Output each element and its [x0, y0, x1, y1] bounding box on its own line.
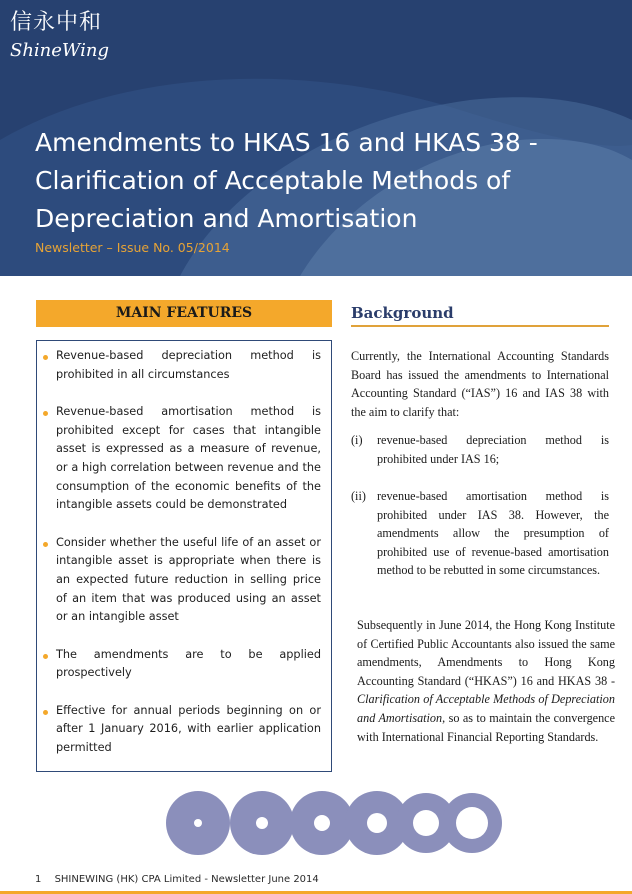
title-line: Depreciation and Amortisation: [35, 204, 418, 233]
feature-text: Effective for annual periods beginning on or after 1 January 2016, with earlier application permitted: [56, 703, 321, 754]
logo-english-text: ShineWing: [10, 40, 109, 61]
list-text: revenue-based amortisation method is prohibited under IAS 38. However, the amendments allow the presumption of prohibited use of revenue-based amortisation method to be rebutted in some circumstances.: [377, 489, 609, 578]
paragraph-text: , so as to maintain the convergence with International Financial Reporting Standards.: [357, 710, 615, 744]
issue-number: Newsletter – Issue No. 05/2014: [35, 240, 230, 255]
decorative-circle-dot: [194, 819, 202, 827]
main-features-box: [36, 340, 332, 772]
main-features-heading: MAIN FEATURES: [36, 300, 332, 327]
background-list-item: [351, 487, 609, 580]
feature-item: [56, 646, 321, 683]
header-banner: [0, 0, 632, 276]
bullet-icon: [43, 355, 48, 360]
feature-text: Revenue-based amortisation method is prohibited except for cases that intangible asset is expressed as a measure of revenue, or a high correlation between revenue and the consumption of the economic benefits of the intangible assets could be demonstrated: [56, 404, 321, 512]
paragraph-text: Subsequently in June 2014, the Hong Kong Institute of Certified Public Accountants also issued the same amendments, Amendments to Hong Kong Accounting Standard (“HKAS”) 16 and HKAS 38 -: [357, 618, 615, 688]
decorative-circle-dot: [367, 813, 387, 833]
feature-text: Consider whether the useful life of an asset or intangible asset is appropriate when there is an expected future reduction in selling price of an item that was produced using an asset or an intangible asset: [56, 535, 321, 624]
feature-text: The amendments are to be applied prospectively: [56, 647, 321, 680]
list-text: revenue-based depreciation method is prohibited under IAS 16;: [377, 433, 609, 466]
feature-item: [56, 403, 321, 515]
decorative-circle-dot: [314, 815, 330, 831]
list-number: (i): [351, 433, 363, 447]
background-intro: Currently, the International Accounting Standards Board has issued the amendments to International Accounting Standard (“IAS”) 16 and IAS 38 with the aim to clarify that:: [351, 349, 609, 419]
standard-title-italic: Clarification of Acceptable Methods of Depreciation and Amortisation: [357, 692, 615, 725]
newsletter-title: [35, 124, 615, 238]
heading-underline: [351, 325, 609, 327]
bullet-icon: [43, 542, 48, 547]
decorative-circle-dot: [413, 810, 439, 836]
bullet-icon: [43, 710, 48, 715]
feature-item: [56, 702, 321, 758]
list-number: (ii): [351, 489, 366, 503]
background-heading: Background: [351, 304, 454, 322]
background-paragraph: [357, 616, 615, 746]
decorative-circle-dot: [256, 817, 268, 829]
background-list-item: [351, 431, 609, 468]
bullet-icon: [43, 411, 48, 416]
bullet-icon: [43, 654, 48, 659]
title-line: Amendments to HKAS 16 and HKAS 38 -: [35, 128, 538, 157]
title-line: Clarification of Acceptable Methods of: [35, 166, 511, 195]
shinewing-logo: [10, 10, 112, 72]
footer-text: SHINEWING (HK) CPA Limited - Newsletter June 2014: [54, 874, 319, 885]
logo-chinese-text: 信永中和: [10, 10, 103, 35]
decorative-circle-dot: [456, 807, 488, 839]
feature-item: [56, 347, 321, 384]
feature-text: Revenue-based depreciation method is prohibited in all circumstances: [56, 349, 321, 381]
decorative-circles: [166, 790, 506, 860]
feature-item: [56, 534, 321, 628]
page-footer: [35, 874, 319, 885]
page-number: 1: [35, 874, 42, 885]
